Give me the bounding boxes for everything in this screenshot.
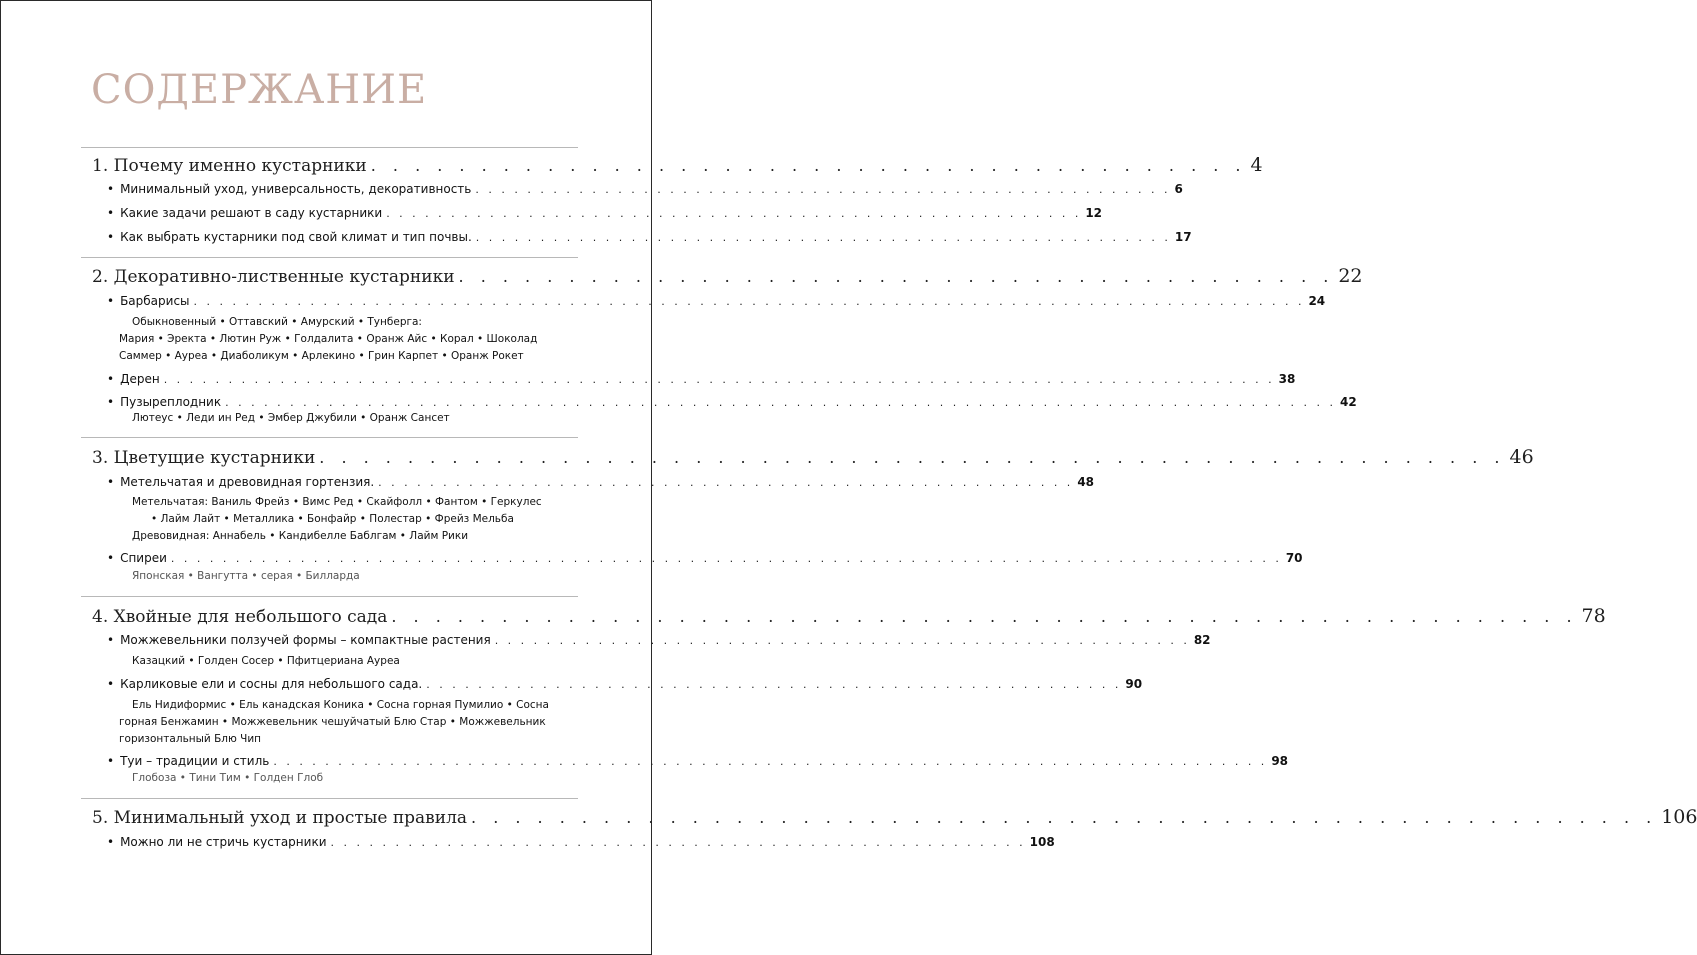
variety-list: Метельчатая: Ваниль Фрейз • Вимс Ред • Скайфолл • Фантом • Геркулес bbox=[132, 496, 542, 508]
variety-list: • Лайм Лайт • Металлика • Бонфайр • Полестар • Фрейз Мельба bbox=[151, 513, 514, 525]
variety-list: Мария • Эректа • Лютин Руж • Голдалита • Оранж Айс • Корал • Шоколад bbox=[119, 333, 538, 345]
chapter-4-entry[interactable] bbox=[92, 605, 1606, 627]
toc-item-title: • Можжевельники ползучей формы – компактные растения bbox=[107, 633, 491, 647]
chapter-title: 1. Почему именно кустарники bbox=[92, 156, 367, 176]
chapter-3-entry[interactable] bbox=[92, 446, 1534, 468]
dot-leader: . . . . . . . . . . . . . . . . . . . . . . . . . . . . . . . . . . . . . . . . . . . . . . . . . . . . . . . . . . . . . . . . . . . . . . . . . . . . . . . . . . . . . . bbox=[193, 295, 1305, 308]
chapter-1-entry[interactable] bbox=[92, 154, 1263, 176]
toc-item[interactable] bbox=[107, 754, 1289, 768]
variety-list: Казацкий • Голден Сосер • Пфитцериана Ауреа bbox=[132, 655, 400, 667]
toc-page-number: 38 bbox=[1278, 372, 1296, 386]
toc-page-number: 6 bbox=[1174, 182, 1183, 196]
toc-item[interactable] bbox=[107, 633, 1211, 647]
toc-item-title: • Минимальный уход, универсальность, декоративность bbox=[107, 182, 471, 196]
toc-item[interactable] bbox=[107, 475, 1095, 489]
chapter-divider bbox=[81, 798, 578, 799]
toc-item[interactable] bbox=[107, 395, 1357, 409]
variety-list: Ель Нидиформис • Ель канадская Коника • Сосна горная Пумилио • Сосна bbox=[132, 699, 549, 711]
toc-item-title: • Какие задачи решают в саду кустарники bbox=[107, 206, 382, 220]
toc-item[interactable] bbox=[107, 294, 1326, 308]
toc-item[interactable] bbox=[107, 372, 1296, 386]
toc-page-number: 108 bbox=[1029, 835, 1055, 849]
toc-item-title: • Как выбрать кустарники под свой климат и тип почвы. bbox=[107, 230, 472, 244]
toc-page-number: 12 bbox=[1085, 206, 1103, 220]
toc-page-number: 48 bbox=[1077, 475, 1095, 489]
toc-item[interactable] bbox=[107, 206, 1103, 220]
chapter-divider bbox=[81, 257, 578, 258]
chapter-divider bbox=[81, 596, 578, 597]
toc-item-title: • Барбарисы bbox=[107, 294, 190, 308]
toc-page-number: 17 bbox=[1174, 230, 1192, 244]
toc-page-number: 98 bbox=[1271, 754, 1289, 768]
variety-list: Саммер • Ауреа • Диаболикум • Арлекино • Грин Карпет • Оранж Рокет bbox=[119, 350, 524, 362]
dot-leader: . . . . . . . . . . . . . . . . . . . . . . . . . . . . . . . . . . . . . . . . . . . . . . . . . . . . . . bbox=[386, 207, 1082, 220]
toc-page-number: 70 bbox=[1285, 551, 1303, 565]
toc-item-title: • Можно ли не стричь кустарники bbox=[107, 835, 327, 849]
variety-list: Глобоза • Тини Тим • Голден Глоб bbox=[132, 772, 324, 784]
chapter-title: 4. Хвойные для небольшого сада bbox=[92, 607, 388, 627]
chapter-divider bbox=[81, 437, 578, 438]
toc-page-number: 90 bbox=[1125, 677, 1143, 691]
toc-item-title: • Спиреи bbox=[107, 551, 167, 565]
chapter-page-number: 106 bbox=[1661, 806, 1697, 828]
chapter-page-number: 78 bbox=[1581, 605, 1606, 627]
dot-leader: . . . . . . . . . . . . . . . . . . . . . . . . . . . . . . . . . . . . . . . . . . . . . . . . . . . . . . bbox=[475, 183, 1171, 196]
chapter-page-number: 22 bbox=[1338, 265, 1363, 287]
page-title: СОДЕРЖАНИЕ bbox=[91, 67, 428, 113]
dot-leader: . . . . . . . . . . . . . . . . . . . . . . . . . . . . . . . . . . . . . . . . . . . . . . . . . . . . . . . . . . . . . . . . . . . . . . . . . . . . . . . . . . . . . . bbox=[170, 552, 1282, 565]
toc-item-title: • Пузыреплодник bbox=[107, 395, 221, 409]
toc-item[interactable] bbox=[107, 677, 1143, 691]
toc-page-number: 42 bbox=[1340, 395, 1357, 409]
dot-leader: . . . . . . . . . . . . . . . . . . . . . . . . . . . . . . . . . . . . . . . . . . . . . . . . . . . . . . bbox=[378, 476, 1074, 489]
chapter-page-number: 46 bbox=[1509, 446, 1534, 468]
chapter-page-number: 4 bbox=[1250, 154, 1263, 176]
variety-list: горная Бенжамин • Можжевельник чешуйчатый Блю Стар • Можжевельник bbox=[119, 716, 546, 728]
variety-list: Лютеус • Леди ин Ред • Эмбер Джубили • Оранж Сансет bbox=[132, 412, 450, 424]
toc-page-number: 82 bbox=[1193, 633, 1211, 647]
variety-list: Обыкновенный • Оттавский • Амурский • Тунберга: bbox=[132, 316, 422, 328]
toc-item[interactable] bbox=[107, 835, 1055, 849]
dot-leader: . . . . . . . . . . . . . . . . . . . . . . . . . . . . . . . . . . . . . . . . . . . . . . . . . . . . . . bbox=[319, 448, 1506, 467]
toc-item[interactable] bbox=[107, 230, 1192, 244]
dot-leader: . . . . . . . . . . . . . . . . . . . . . . . . . . . . . . . . . . . . . . . . . . . . . . . . . . . . . . . . . . . . . . . . . . . . . . . . . . . . . . . . . . . . . . bbox=[163, 373, 1275, 386]
variety-list: Японская • Вангутта • серая • Билларда bbox=[132, 570, 360, 582]
toc-item-title: • Дерен bbox=[107, 372, 160, 386]
variety-list: горизонтальный Блю Чип bbox=[119, 733, 262, 745]
toc-item[interactable] bbox=[107, 182, 1183, 196]
chapter-divider bbox=[81, 147, 578, 148]
dot-leader: . . . . . . . . . . . . . . . . . . . . . . . . . . . . . . . . . . . . . . . . . . . . . . . . . . . . . . bbox=[471, 808, 1658, 827]
chapter-5-entry[interactable] bbox=[92, 806, 1697, 828]
dot-leader: . . . . . . . . . . . . . . . . . . . . . . . . . . . . . . . . . . . . . . . . . . . . . . . . . . . . . . bbox=[426, 678, 1122, 691]
dot-leader: . . . . . . . . . . . . . . . . . . . . . . . . . . . . . . . . . . . . . . . . . . . . . . . . . . . . . . . . . . . . . . . . . . . . . . . . . . . . . . . . . . . . . . bbox=[225, 396, 1337, 409]
dot-leader: . . . . . . . . . . . . . . . . . . . . . . . . . . . . . . . . . . . . . . . . . . . . . . . . . . . . . . . . . . . . . . . . . . . . . . . . . . . . . bbox=[273, 755, 1268, 768]
toc-item[interactable] bbox=[107, 551, 1303, 565]
chapter-2-entry[interactable] bbox=[92, 265, 1363, 287]
toc-item-title: • Метельчатая и древовидная гортензия. bbox=[107, 475, 374, 489]
toc-page-number: 24 bbox=[1308, 294, 1326, 308]
toc-item-title: • Карликовые ели и сосны для небольшого сада. bbox=[107, 677, 422, 691]
dot-leader: . . . . . . . . . . . . . . . . . . . . . . . . . . . . . . . . . . . . . . . . . . . . . . . . . . . . . . bbox=[330, 836, 1026, 849]
dot-leader: . . . . . . . . . . . . . . . . . . . . . . . . . . . . . . . . . . . . . . . . . . . . . . . . . . . . . . bbox=[475, 231, 1171, 244]
toc-item-title: • Туи – традиции и стиль bbox=[107, 754, 269, 768]
chapter-title: 2. Декоративно-лиственные кустарники bbox=[92, 267, 455, 287]
variety-list: Древовидная: Аннабель • Кандибелле Баблгам • Лайм Рики bbox=[132, 530, 469, 542]
chapter-title: 5. Минимальный уход и простые правила bbox=[92, 808, 468, 828]
dot-leader: . . . . . . . . . . . . . . . . . . . . . . . . . . . . . . . . . . . . . . . . bbox=[370, 156, 1247, 175]
chapter-title: 3. Цветущие кустарники bbox=[92, 448, 316, 468]
dot-leader: . . . . . . . . . . . . . . . . . . . . . . . . . . . . . . . . . . . . . . . . bbox=[458, 267, 1335, 286]
dot-leader: . . . . . . . . . . . . . . . . . . . . . . . . . . . . . . . . . . . . . . . . . . . . . . . . . . . . . . bbox=[494, 634, 1190, 647]
dot-leader: . . . . . . . . . . . . . . . . . . . . . . . . . . . . . . . . . . . . . . . . . . . . . . . . . . . . . . bbox=[391, 607, 1578, 626]
